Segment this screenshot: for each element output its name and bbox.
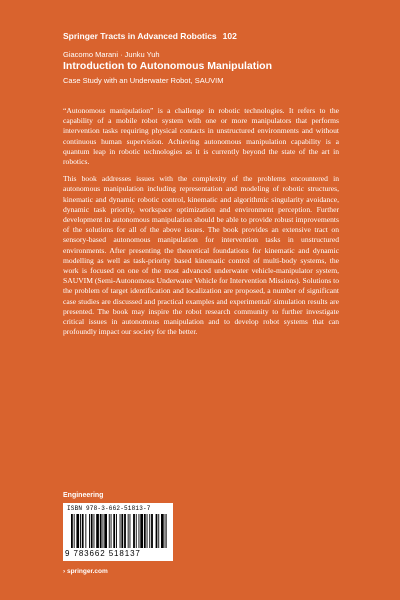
barcode-bar xyxy=(96,514,99,548)
barcode-bar xyxy=(139,514,140,548)
barcode-bar xyxy=(140,514,143,548)
barcode-bar xyxy=(165,514,166,548)
blurb-paragraph-1: “Autonomous manipulation” is a challenge in robotic technologies. It refers to the capability of a mobile robot system with one or more manipulators that performs intervention tasks requiring physical contacts in unstructured environments and without continuous human supervision. Achieving autonomous manipulation capability is a quantum leap in robotic technologies as it is currently beyond the state of the art in robotics. xyxy=(63,106,339,167)
barcode-bar xyxy=(128,514,129,548)
barcode-bar xyxy=(80,514,81,548)
barcode-bar xyxy=(103,514,104,548)
barcode-bar xyxy=(133,514,135,548)
series-line xyxy=(63,31,237,41)
barcode-bar xyxy=(100,514,102,548)
barcode-bar xyxy=(82,514,84,548)
barcode-bars xyxy=(71,514,167,548)
barcode-bar xyxy=(130,514,131,548)
blurb xyxy=(63,106,339,344)
barcode-bar xyxy=(109,514,110,548)
barcode-bar xyxy=(74,514,75,548)
isbn-label: ISBN 978-3-662-51813-7 xyxy=(67,505,151,512)
barcode-bar xyxy=(124,514,126,548)
website-link[interactable]: › springer.com xyxy=(63,568,108,575)
barcode-bar xyxy=(121,514,123,548)
barcode-bar xyxy=(111,514,112,548)
barcode-bar xyxy=(89,514,90,548)
barcode-bar xyxy=(136,514,137,548)
series-number: 102 xyxy=(222,31,237,41)
blurb-paragraph-2: This book addresses issues with the complexity of the problems encountered in autonomous manipulation including representation and modeling of robotic structures, kinematic and dynamic robotic control, kinematic and algorithmic singularity avoidance, dynamic task priority, workspace optimization and environment perception. Further development in autonomous manipulation should be able to provide robust improvements of the solutions for all of the above issues. The book provides an extensive tract on sensory-based autonomous manipulation for intervention tasks in unstructured environments. After presenting the theoretical foundations for kinematic and dynamic modelling as well as task-priority based kinematic control of multi-body systems, the work is focused on one of the most advanced underwater vehicle-manipulator system, SAUVIM (Semi-Autonomous Underwater Vehicle for Intervention Missions). Solutions to the problem of target identification and localization are proposed, a number of significant case studies are discussed and practical examples and experimental/ simulation results are presented. The book may inspire the robot research community to further investigate critical issues in autonomous manipulation and to develop robot systems that can profoundly impact our society for the better. xyxy=(63,174,339,337)
subject-category: Engineering xyxy=(63,492,104,499)
barcode-bar xyxy=(113,514,115,548)
barcode-bar xyxy=(71,514,73,548)
barcode-bar xyxy=(158,514,159,548)
barcode-bar xyxy=(149,514,150,548)
barcode-bar xyxy=(116,514,117,548)
book-title: Introduction to Autonomous Manipulation xyxy=(63,60,272,72)
barcode-bar xyxy=(85,514,86,548)
ean-digits: 9 783662 518137 xyxy=(65,549,141,558)
barcode-bar xyxy=(151,514,153,548)
barcode-bar xyxy=(120,514,121,548)
barcode-bar xyxy=(161,514,164,548)
barcode-bar xyxy=(91,514,93,548)
barcode-box xyxy=(63,503,173,561)
barcode-bar xyxy=(147,514,148,548)
barcode-bar xyxy=(104,514,107,548)
barcode-bar xyxy=(144,514,146,548)
barcode-bar xyxy=(76,514,79,548)
barcode-graphic xyxy=(71,514,167,548)
barcode-bar xyxy=(94,514,95,548)
barcode-bar xyxy=(156,514,158,548)
book-subtitle: Case Study with an Underwater Robot, SAUVIM xyxy=(63,76,224,85)
barcode-bar xyxy=(166,514,167,548)
authors: Giacomo Marani · Junku Yuh xyxy=(63,50,160,59)
series-name: Springer Tracts in Advanced Robotics xyxy=(63,31,217,41)
